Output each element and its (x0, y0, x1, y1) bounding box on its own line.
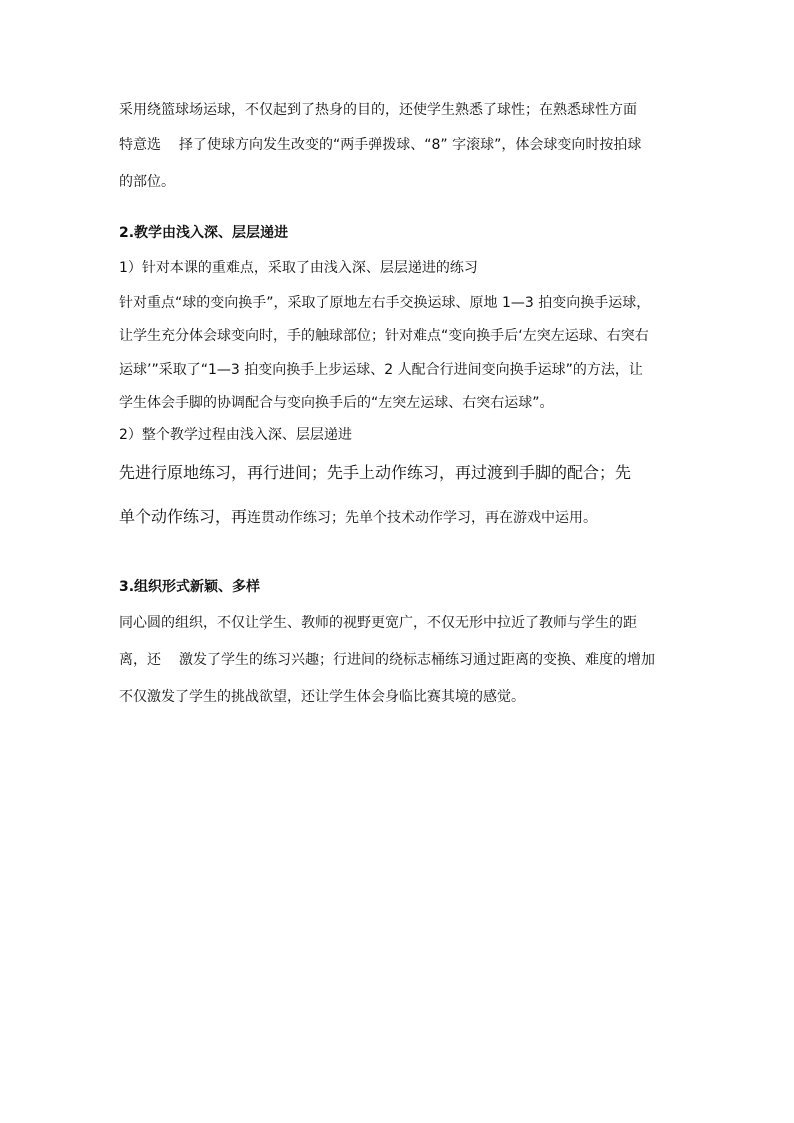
section-heading: 3.组织形式新颖、多样 (119, 579, 261, 595)
text-fragment: 连贯动作练习；先单个技术动作学习，再在游戏中运用。 (247, 510, 598, 526)
paragraph-line: 同心圆的组织，不仅让学生、教师的视野更宽广，不仅无形中拉近了教师与学生的距 (119, 615, 637, 631)
text-fragment: 激发了学生的练习兴趣；行进间的绕标志桶练习通过距离的变换、难度的增加 (179, 652, 655, 668)
subsection-heading: 1）针对本课的重难点，采取了由浅入深、层层递进的练习 (119, 260, 478, 276)
text-fragment: 特意选 (119, 137, 161, 153)
subsection-heading: 2）整个教学过程由浅入深、层层递进 (119, 427, 352, 443)
paragraph-line: 学生体会手脚的协调配合与变向换手后的“左突左运球、右突右运球”。 (119, 395, 554, 411)
paragraph-line (119, 507, 597, 527)
text-fragment: 择了使球方向发生改变的“两手弹拨球、“8” 字滚球”，体会球变向时按拍球 (179, 137, 642, 153)
text-fragment: 离，还 (119, 652, 161, 668)
paragraph-line: 针对重点“球的变向换手”，采取了原地左右手交换运球、原地 1—3 拍变向换手运球， (119, 295, 651, 311)
paragraph-line (119, 136, 641, 154)
paragraph-line: 采用绕篮球场运球，不仅起到了热身的目的，还使学生熟悉了球性；在熟悉球性方面 (119, 102, 637, 118)
paragraph-line: 让学生充分体会球变向时，手的触球部位；针对难点“变向换手后‘左突左运球、右突右 (119, 328, 649, 344)
section-heading: 2.教学由浅入深、层层递进 (119, 225, 289, 241)
paragraph-line: 不仅激发了学生的挑战欲望，还让学生体会身临比赛其境的感觉。 (119, 689, 525, 705)
paragraph-line (119, 651, 655, 669)
paragraph-line: 运球’”采取了“1—3 拍变向换手上步运球、2 人配合行进间变向换手运球”的方法，让 (119, 362, 643, 378)
paragraph-line: 的部位。 (119, 174, 175, 190)
paragraph-line: 先进行原地练习，再行进间；先手上动作练习，再过渡到手脚的配合；先 (119, 463, 632, 482)
text-fragment: 单个动作练习，再 (119, 507, 248, 526)
